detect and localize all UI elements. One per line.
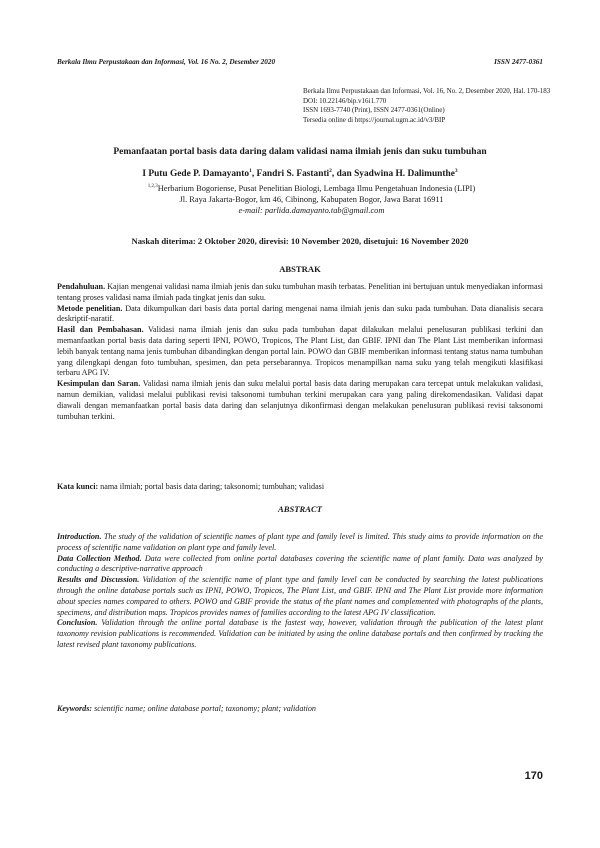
- abstrak-paragraph: [57, 325, 543, 379]
- manuscript-dates: Naskah diterima: 2 Oktober 2020, direvisi: 10 November 2020, disetujui: 16 November 2020: [131, 236, 469, 246]
- kata-kunci: [57, 482, 543, 491]
- citation-line: Berkala Ilmu Perpustakaan dan Informasi, Vol. 16, No. 2, Desember 2020, Hal. 170-183: [303, 87, 551, 95]
- citation-doi: DOI: 10.22146/bip.v16i1.770: [303, 96, 387, 105]
- citation-issn: ISSN 1693-7740 (Print), ISSN 2477-0361(Online): [303, 106, 445, 115]
- affiliation-block: [80, 181, 543, 216]
- abstrak-heading: ABSTRAK: [279, 264, 321, 274]
- abstrak-paragraph: [57, 304, 543, 326]
- abstract-paragraph: [57, 554, 543, 576]
- abstract-paragraph: [57, 575, 543, 618]
- article-title: Pemanfaatan portal basis data daring dalam validasi nama ilmiah jenis dan suku tumbuhan: [113, 147, 487, 157]
- abstract-section-text: Data were collected from online portal databases covering the scientific name of plant family. Data was analyzed by conducting a descriptive-narrative approach: [57, 553, 543, 574]
- page-number: 170: [524, 770, 543, 782]
- kata-kunci-label: Kata kunci:: [57, 482, 99, 491]
- keywords-label: Keywords:: [57, 704, 93, 713]
- running-head-journal: Berkala Ilmu Perpustakaan dan Informasi, Vol. 16 No. 2, Desember 2020: [57, 58, 276, 66]
- author-name: I Putu Gede P. Damayanto: [142, 169, 250, 180]
- keywords: [57, 704, 543, 713]
- abstract-paragraph: [57, 532, 543, 554]
- abstract-section-label: Introduction.: [57, 532, 102, 541]
- kata-kunci-list: nama ilmiah; portal basis data daring; taksonomi; tumbuhan; validasi: [98, 482, 325, 491]
- abstrak-section-text: Kajian mengenai validasi nama ilmiah jenis dan suku tumbuhan masih terbatas. Penelitian ini bertujuan untuk menyediakan informasi tentang proses validasi nama ilmiah pada tingkat jenis dan suku.: [57, 282, 543, 302]
- citation-url: Tersedia online di https://journal.ugm.ac.id/v3/BIP: [303, 115, 446, 124]
- abstrak-section-label: Metode penelitian.: [57, 303, 123, 313]
- author-name: Fandri S. Fastanti: [256, 169, 330, 180]
- abstrak-section-label: Pendahuluan.: [57, 282, 106, 291]
- affiliation-address: Jl. Raya Jakarta-Bogor, km 46, Cibinong, Kabupaten Bogor, Jawa Barat 16911: [179, 194, 444, 204]
- affiliation-institution: Herbarium Bogoriense, Pusat Penelitian Biologi, Lembaga Ilmu Pengetahuan Indonesia (LIPI): [157, 183, 476, 193]
- abstract-section-label: Results and Discussion.: [57, 575, 140, 585]
- abstract-paragraph: [57, 618, 543, 650]
- abstrak-section-text: Validasi nama ilmiah jenis dan suku pada tumbuhan dapat dilakukan melalui penelusuran publikasi terkini dan memanfaatkan portal basis data daring seperti IPNI, POWO, Tropicos, The Plant List, dan GBIF. IPNI dan The Plant List memberikan informasi lebih banyak tentang nama jenis tumbuhan dibandingkan dengan portal lain. POWO dan GBIF memberikan informasi tentang status nama tumbuhan yang dilengkapi dengan foto tumbuhan, spesimen, dan peta persebarannya. Tropicos menampilkan nama suku yang telah mengikuti klasifikasi terbaru APG IV.: [57, 325, 543, 378]
- abstract-section-label: Conclusion.: [57, 618, 98, 628]
- author-list: I Putu Gede P. Damayanto$^1$, Fandri S. Fastanti$^2$, dan Syadwina H. Dalimunthe$^3$: [142, 168, 458, 180]
- abstract-section-label: Data Collection Method.: [57, 553, 142, 563]
- abstract-section-text: The study of the validation of scientific names of plant type and family level is limited. This study aims to provide information on the process of scientific name validation on plant type and family level.: [57, 532, 543, 552]
- abstract-heading: ABSTRACT: [278, 504, 322, 514]
- running-head: [57, 58, 543, 66]
- abstrak-section-text: Data dikumpulkan dari basis data portal daring mengenai nama ilmiah jenis dan suku pada tumbuhan. Data dianalisis secara deskriptif-naratif.: [57, 303, 544, 324]
- corresponding-email: e-mail: parlida.damayanto.tab@gmail.com: [238, 205, 385, 215]
- abstrak-section-label: Kesimpulan dan Saran.: [57, 379, 141, 389]
- abstract-section-text: Validation of the scientific name of plant type and family level can be conducted by searching the latest publications through the online database portals such as IPNI, POWO, Tropicos, The Plant List, and GBIF. IPNI and The Plant List provide more information about species names compared to others. POWO and GBIF provide the status of the plant names and complemented with photographs of the plants, specimens, and distribution maps. Tropicos provides names of families according to the latest APG IV classification.: [57, 575, 543, 617]
- running-head-issn: ISSN 2477-0361: [494, 58, 543, 66]
- abstrak-paragraph: [57, 282, 543, 304]
- keywords-list: scientific name; online database portal; taxonomy; plant; validation: [92, 704, 316, 713]
- author-affiliation-mark: 2: [329, 168, 332, 174]
- abstract-section-text: Validation through the online portal database is the fastest way, however, validation through the publication of the latest plant taxonomy revision publications is recommended. Validation can be initiated by using the online database portals and then confirmed by tracking the latest revised plant taxonomy publications.: [57, 618, 543, 649]
- abstrak-section-text: Validasi nama ilmiah jenis dan suku melalui portal basis data daring merupakan cara tercepat untuk melakukan validasi, namun demikian, validasi melalui publikasi revisi taksonomi tumbuhan terkini merupakan cara yang paling direkomendasikan. Validasi dapat diawali dengan memanfaatkan portal basis data daring dan selanjutnya dikonfirmasi dengan melakukan penelusuran publikasi revisi taksonomi tumbuhan terkini.: [57, 379, 544, 421]
- abstrak-section-label: Hasil dan Pembahasan.: [57, 325, 144, 335]
- abstrak-body: [57, 282, 543, 422]
- author-affiliation-mark: 1: [249, 168, 252, 174]
- author-name: dan Syadwina H. Dalimunthe: [336, 169, 455, 180]
- abstrak-paragraph: [57, 379, 543, 422]
- citation-block: [303, 87, 553, 125]
- author-affiliation-mark: 3: [454, 168, 458, 174]
- abstract-body: [57, 532, 543, 651]
- affiliation-mark: 1,2,3: [147, 184, 158, 189]
